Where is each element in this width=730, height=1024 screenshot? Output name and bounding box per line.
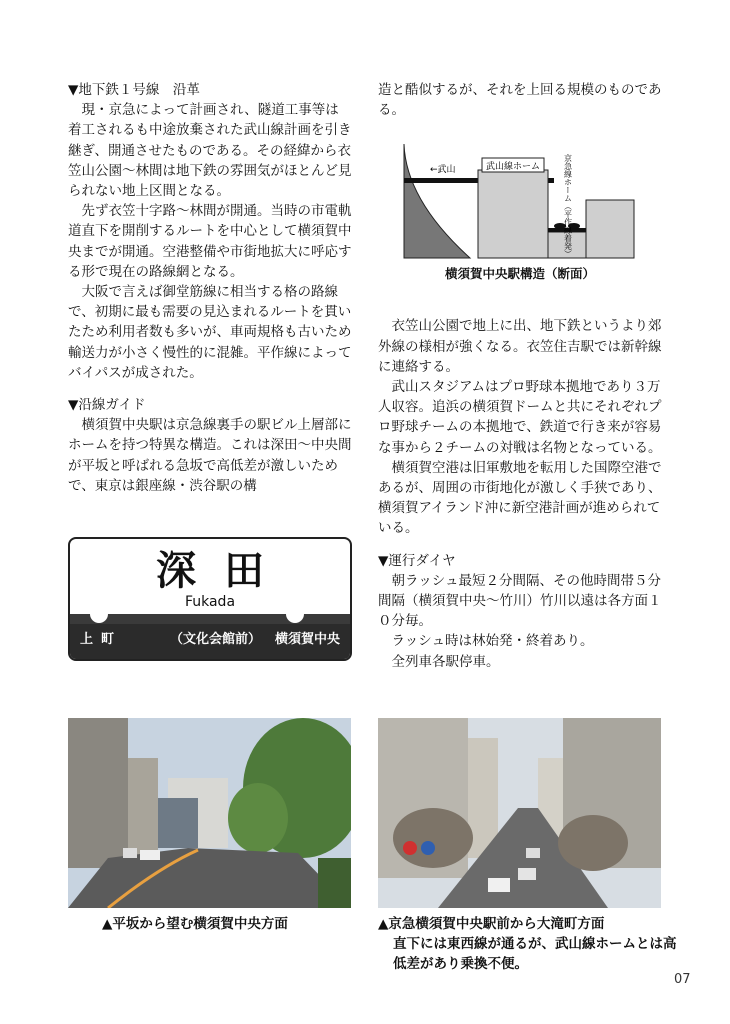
- bare-tree: [558, 815, 628, 871]
- tree: [228, 783, 288, 853]
- car: [518, 868, 536, 880]
- station-sign: [68, 537, 352, 661]
- building: [68, 718, 128, 868]
- station-romaji: Fukada: [184, 594, 236, 610]
- sign-band: [70, 614, 350, 660]
- station-building: [478, 170, 548, 258]
- page-number: 07: [674, 972, 691, 987]
- paragraph: 全列車各駅停車。: [391, 653, 500, 670]
- paragraph: 横須賀中央駅は京急線裏手の駅ビル上層部にホームを持つ特異な構造。これは深田～中央間が平坂と呼ばれる急坂で高低差が激しいためで、東京は銀座線・渋谷駅の構: [68, 417, 352, 494]
- paragraph: 先ず衣笠十字路～林間が開通。当時の市電軌道直下を開削するルートを中心として横須賀中央までが開通。空港整備や市街地拡大に呼応する形で現在の路線網となる。: [68, 203, 352, 280]
- car: [123, 848, 137, 858]
- caption-right-line2: 直下には東西線が通るが、武山線ホームとは高低差があり乗換不便。: [393, 936, 677, 972]
- photo-otakicho-avenue: [378, 718, 661, 908]
- paragraph: ラッシュ時は林始発・終着あり。: [391, 633, 594, 650]
- next-station: 横須賀中央: [274, 632, 340, 647]
- station-cross-section-diagram: [400, 140, 640, 262]
- building: [158, 798, 198, 848]
- paragraph: 武山スタジアムはプロ野球本拠地であり３万人収容。追浜の横須賀ドームと共にそれぞれプロ野球チームの本拠地で、鉄道で行き来が容易な事から２チームの対戦は名物となっている。: [378, 379, 662, 456]
- bare-tree: [393, 808, 473, 868]
- station-name: 深田: [156, 548, 292, 594]
- photo-hirasaka-street: [68, 718, 351, 908]
- car: [526, 848, 540, 858]
- paragraph: 衣笠山公園で地上に出、地下鉄というより郊外線の様相が強くなる。衣笠住吉駅では新幹線に連絡する。: [378, 318, 662, 375]
- adjacent-building: [586, 200, 634, 258]
- section-heading-history: ▼地下鉄１号線 沿革: [68, 82, 200, 98]
- diagram-caption: 横須賀中央駅構造（断面）: [444, 266, 595, 281]
- paragraph: 大阪で言えば御堂筋線に相当する格の路線で、初期に最も需要の見込まれるルートを貫いたため利用者数も多いが、車両規格も古いため輸送力が小さく慢性的に混雑。平作線によってバイパスが成された。: [68, 284, 352, 381]
- station-dot-icon: [286, 605, 304, 623]
- paragraph: 朝ラッシュ最短２分間隔、その他時間帯５分間隔（横須賀中央～竹川）竹川以遠は各方面１０分毎。: [378, 572, 662, 630]
- platform-label: 武山線ホーム: [485, 162, 541, 172]
- hedge: [318, 858, 351, 908]
- paragraph-continued: 造と酷似するが、それを上回る規模のものである。: [378, 82, 662, 119]
- car: [488, 878, 510, 892]
- section-heading-schedule: ▼運行ダイヤ: [378, 552, 456, 569]
- previous-station: 上町: [80, 632, 123, 647]
- caption-right-line1: ▲京急横須賀中央駅前から大滝町方面: [378, 916, 605, 932]
- takeyama-direction-label: ←武山: [430, 165, 456, 175]
- left-column: [68, 80, 352, 496]
- station-subtitle: （文化会館前）: [170, 632, 262, 647]
- station-dot-icon: [90, 605, 108, 623]
- car: [140, 850, 160, 860]
- section-heading-guide: ▼沿線ガイド: [68, 397, 146, 414]
- photo-caption-left: ▲平坂から望む横須賀中央方面: [102, 916, 288, 932]
- photo-caption-right: [378, 914, 678, 974]
- paragraph: 現・京急によって計画され、隧道工事等は着工されるも中途放棄された武山線計画を引き継ぎ、開通させたものである。その経緯から衣笠山公園～林間は地下鉄の雰囲気がほとんど見られない地上区間となる。: [68, 102, 352, 200]
- road-sign-icon: [421, 841, 435, 855]
- paragraph: 横須賀空港は旧軍敷地を転用した国際空港であるが、周囲の市街地化が激しく手狭であり、横須賀アイランド沖に新空港計画が進められている。: [378, 459, 662, 537]
- road-sign-icon: [403, 841, 417, 855]
- sign-line-stripe: [70, 614, 350, 624]
- keikyu-platform-label: 京急線ホーム（平作線着発）: [563, 154, 573, 258]
